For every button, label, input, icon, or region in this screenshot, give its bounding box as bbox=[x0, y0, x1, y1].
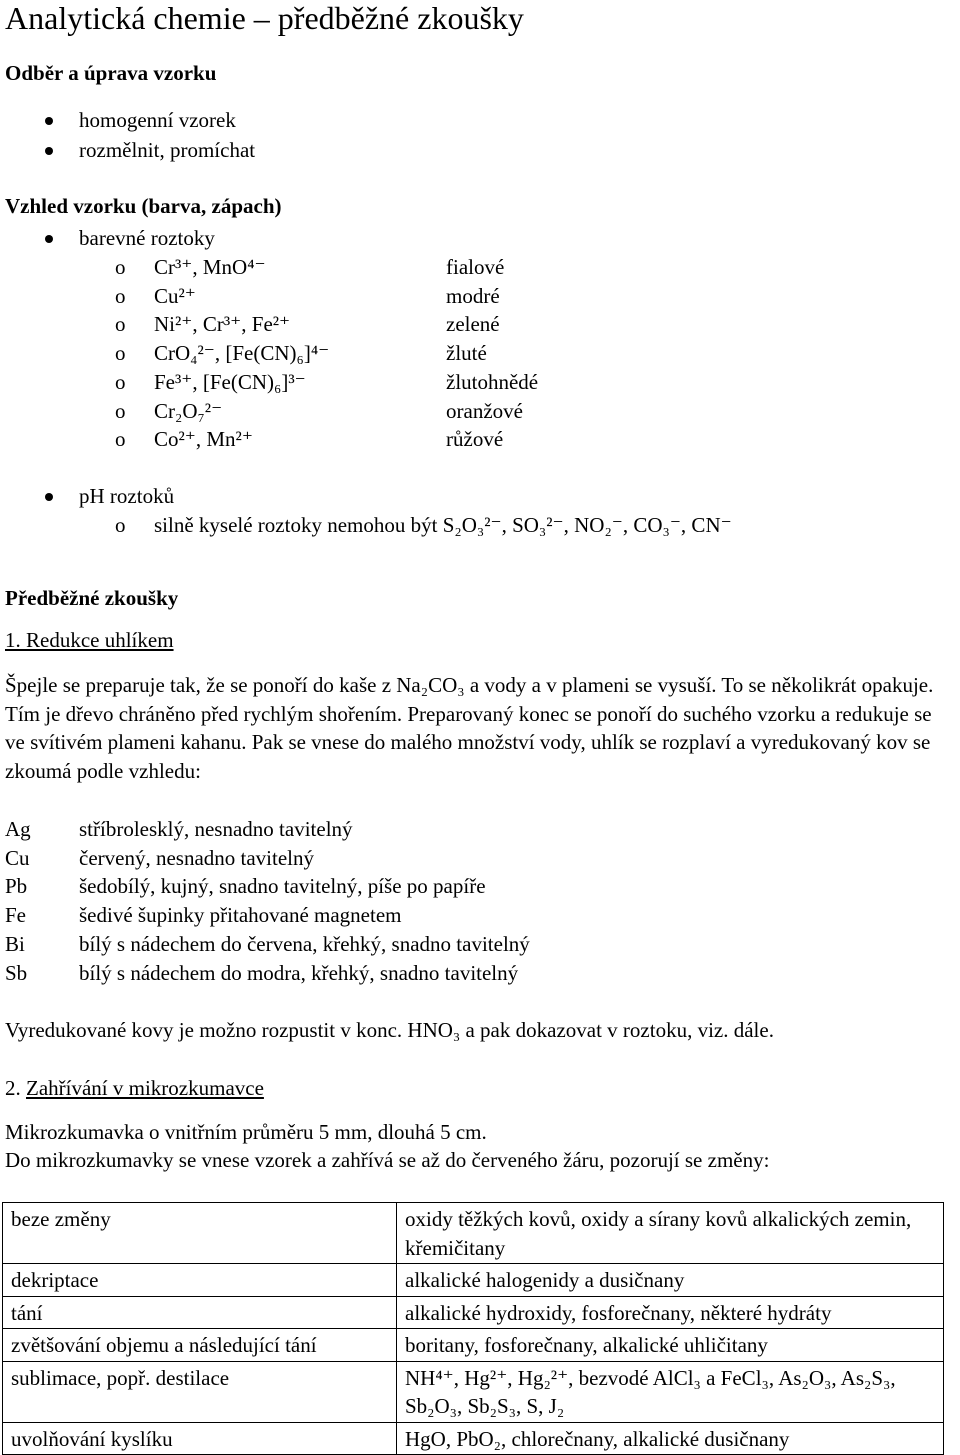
table-cell-change: zvětšování objemu a následující tání bbox=[3, 1329, 397, 1362]
color-ions: Ni²⁺, Cr³⁺, Fe²⁺ bbox=[154, 312, 291, 337]
table-cell-change: tání bbox=[3, 1296, 397, 1329]
color-ions: Cu²⁺ bbox=[154, 283, 196, 308]
color-ions: Fe³⁺, [Fe(CN)₆]³⁻ bbox=[154, 369, 306, 394]
metal-description: bílý s nádechem do červena, křehký, snadno tavitelný bbox=[79, 931, 530, 956]
color-name: žlutohnědé bbox=[446, 369, 539, 394]
list-item: rozmělnit, promíchat bbox=[79, 138, 256, 162]
metal-symbol: Sb bbox=[5, 960, 28, 985]
section-heading-sample-appearance: Vzhled vzorku (barva, zápach) bbox=[5, 194, 282, 218]
color-name: oranžové bbox=[446, 398, 523, 423]
list-item: pH roztoků bbox=[79, 484, 175, 508]
paragraph-line: Mikrozkumavka o vnitřním průměru 5 mm, dlouhá 5 cm. bbox=[5, 1120, 487, 1144]
metal-description: červený, nesnadno tavitelný bbox=[79, 845, 314, 870]
table-row bbox=[3, 1329, 944, 1362]
sub-bullet-marker: o bbox=[115, 255, 126, 279]
paragraph: Vyredukované kovy je možno rozpustit v konc. HNO₃ a pak dokazovat v roztoku, viz. dále. bbox=[5, 1018, 774, 1042]
subsection-heading-carbon-reduction bbox=[5, 626, 174, 654]
list-item bbox=[154, 511, 732, 539]
subsection-heading-microtube-heating bbox=[5, 1074, 264, 1102]
section-heading-sample-prep: Odběr a úprava vzorku bbox=[5, 61, 217, 85]
metal-symbol: Ag bbox=[5, 817, 31, 841]
table-cell-substances: alkalické halogenidy a dusičnany bbox=[397, 1264, 944, 1297]
table-row bbox=[3, 1296, 944, 1329]
metal-symbol: Bi bbox=[5, 931, 25, 956]
subsection-heading-text: 1. Redukce uhlíkem bbox=[5, 628, 174, 652]
color-name: zelené bbox=[446, 312, 500, 337]
metal-description: bílý s nádechem do modra, křehký, snadno tavitelný bbox=[79, 960, 519, 985]
table-row bbox=[3, 1422, 944, 1455]
list-item: homogenní vzorek bbox=[79, 108, 236, 132]
metal-symbol: Pb bbox=[5, 874, 28, 899]
ph-sub-text: silně kyselé roztoky nemohou být bbox=[154, 513, 438, 537]
color-ions: Cr₂O₇²⁻ bbox=[154, 398, 223, 423]
sub-bullet-marker: o bbox=[115, 312, 126, 337]
table-cell-substances: NH⁴⁺, Hg²⁺, Hg₂²⁺, bezvodé AlCl₃ a FeCl₃, As₂O₃, As₂S₃, Sb₂O₃, Sb₂S₃, S, J₂ bbox=[397, 1361, 944, 1422]
paragraph-line: Do mikrozkumavky se vnese vzorek a zahřívá se až do červeného žáru, pozorují se změny: bbox=[5, 1148, 770, 1172]
color-ions: Cr³⁺, MnO⁴⁻ bbox=[154, 255, 266, 279]
table-cell-change: beze změny bbox=[3, 1203, 397, 1264]
list-item: barevné roztoky bbox=[79, 226, 215, 250]
page-title: Analytická chemie – předběžné zkoušky bbox=[5, 0, 524, 36]
metal-description: šedobílý, kujný, snadno tavitelný, píše po papíře bbox=[79, 874, 486, 899]
sub-bullet-marker: o bbox=[115, 427, 126, 452]
color-name: růžové bbox=[446, 427, 504, 452]
sub-bullet-marker: o bbox=[115, 283, 126, 308]
subsection-heading-number: 2. bbox=[5, 1076, 21, 1100]
metal-symbol: Cu bbox=[5, 845, 30, 870]
bullet-icon bbox=[45, 493, 53, 501]
section-heading-preliminary-tests: Předběžné zkoušky bbox=[5, 586, 179, 610]
table-cell-substances: alkalické hydroxidy, fosforečnany, některé hydráty bbox=[397, 1296, 944, 1329]
sub-bullet-marker: o bbox=[115, 398, 126, 423]
table-cell-change: dekriptace bbox=[3, 1264, 397, 1297]
sub-bullet-marker: o bbox=[115, 341, 126, 366]
color-name: žluté bbox=[446, 341, 487, 366]
bullet-icon bbox=[45, 147, 53, 155]
color-name: modré bbox=[446, 283, 500, 308]
color-ions: Co²⁺, Mn²⁺ bbox=[154, 427, 253, 452]
table-row bbox=[3, 1264, 944, 1297]
sub-bullet-marker: o bbox=[115, 513, 126, 537]
color-name: fialové bbox=[446, 255, 505, 279]
table-cell-change: uvolňování kyslíku bbox=[3, 1422, 397, 1455]
table-cell-substances: HgO, PbO₂, chlorečnany, alkalické dusičnany bbox=[397, 1422, 944, 1455]
table-cell-substances: oxidy těžkých kovů, oxidy a sírany kovů alkalických zemin, křemičitany bbox=[397, 1203, 944, 1264]
color-ions: CrO₄²⁻, [Fe(CN)₆]⁴⁻ bbox=[154, 341, 330, 366]
metal-symbol: Fe bbox=[5, 903, 26, 928]
bullet-icon bbox=[45, 117, 53, 125]
bullet-icon bbox=[45, 235, 53, 243]
table-cell-change: sublimace, popř. destilace bbox=[3, 1361, 397, 1422]
table-row bbox=[3, 1203, 944, 1264]
metal-description: šedivé šupinky přitahované magnetem bbox=[79, 903, 402, 928]
heating-table bbox=[2, 1202, 944, 1455]
ph-sub-ions: S₂O₃²⁻, SO₃²⁻, NO₂⁻, CO₃⁻, CN⁻ bbox=[442, 513, 732, 537]
paragraph: Špejle se preparuje tak, že se ponoří do kaše z Na₂CO₃ a vody a v plameni se vysuší. To se několikrát opakuje. Tím je dřevo chráněno před rychlým shořením. Preparovaný konec se ponoří do suchého vzorku a redukuje se ve svítivém plameni kahanu. Pak se vnese do malého množství vody, uhlík se rozplaví a vyredukovaný kov se zkoumá podle vzhledu: bbox=[5, 673, 934, 784]
sub-bullet-marker: o bbox=[115, 369, 126, 394]
metal-description: stříbrolesklý, nesnadno tavitelný bbox=[79, 817, 353, 841]
table-row bbox=[3, 1361, 944, 1422]
subsection-heading-text: Zahřívání v mikrozkumavce bbox=[26, 1076, 264, 1100]
table-cell-substances: boritany, fosforečnany, alkalické uhličitany bbox=[397, 1329, 944, 1362]
